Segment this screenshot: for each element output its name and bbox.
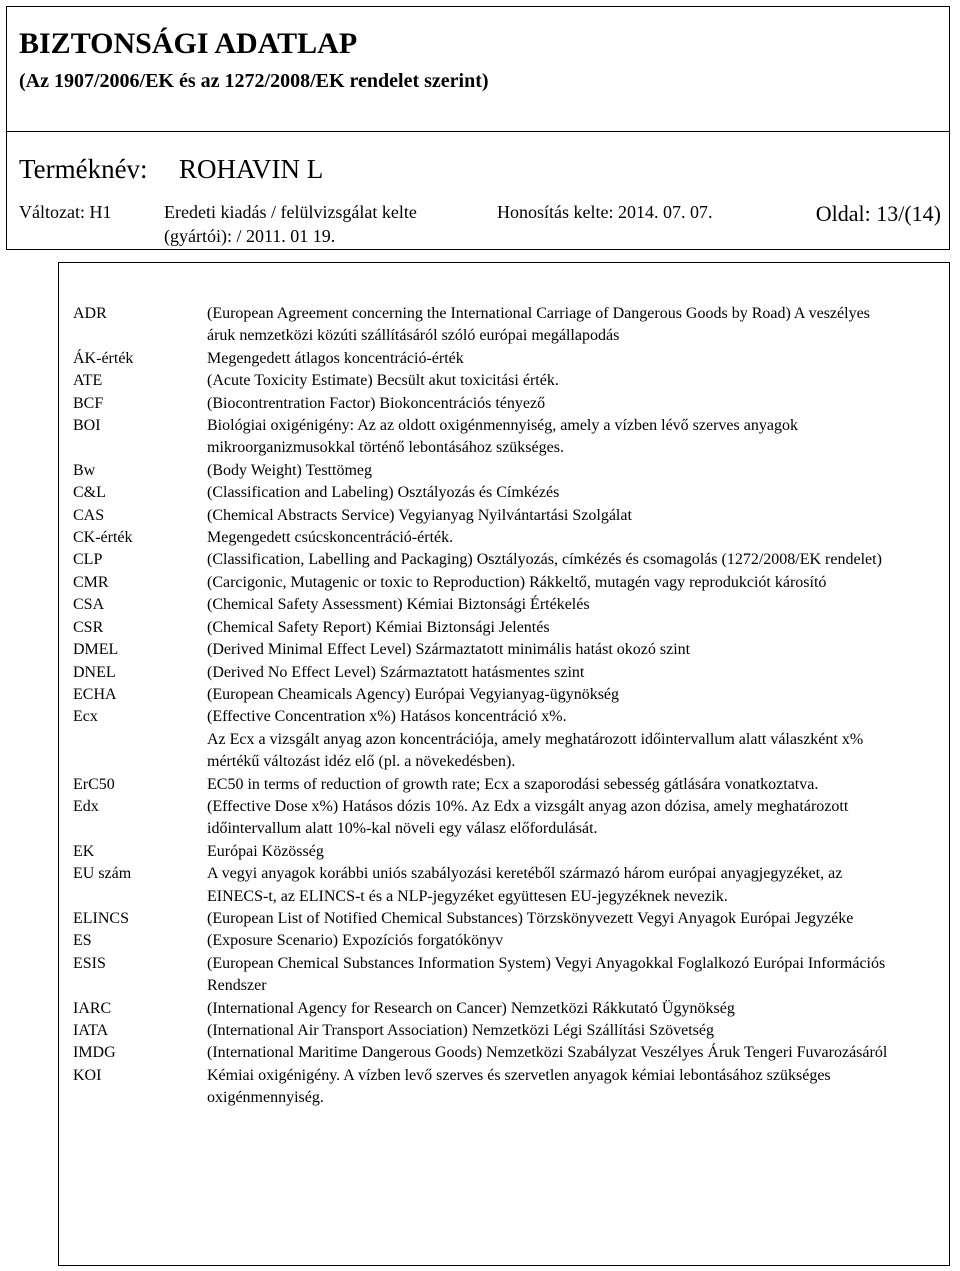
original-issue-date: Eredeti kiadás / felülvizsgálat kelte (164, 202, 417, 222)
glossary-definition (207, 393, 893, 415)
glossary-definition-text: (Derived No Effect Level) Származtatott hatásmentes szint (207, 663, 585, 681)
glossary-definition-text: Európai Közösség (207, 842, 324, 860)
glossary-definition (207, 796, 893, 841)
glossary-entry (59, 348, 949, 370)
glossary-definition-text: Megengedett átlagos koncentráció-érték (207, 349, 464, 367)
glossary-definition-text: (Derived Minimal Effect Level) Származtatott minimális hatást okozó szint (207, 641, 691, 659)
original-issue-date-line2: (gyártói): / 2011. 01 19. (164, 226, 336, 246)
glossary-entry (59, 930, 949, 952)
glossary-entry (59, 774, 949, 796)
glossary-abbreviation: IARC (73, 999, 112, 1017)
glossary-entry (59, 639, 949, 661)
document-subtitle: (Az 1907/2006/EK és az 1272/2008/EK rendelet szerint) (19, 70, 489, 92)
header-divider (7, 131, 949, 132)
glossary-definition (207, 684, 893, 706)
glossary-abbreviation: CK-érték (73, 529, 133, 547)
glossary-entry (59, 841, 949, 863)
glossary-definition (207, 1020, 893, 1042)
glossary-definition (207, 1065, 893, 1110)
glossary-entry (59, 617, 949, 639)
glossary-abbreviation: EU szám (73, 865, 132, 883)
glossary-entry (59, 505, 949, 527)
glossary-definition (207, 549, 893, 571)
glossary-entry (59, 1042, 949, 1064)
glossary-abbreviation: ESIS (73, 954, 106, 972)
document-title: BIZTONSÁGI ADATLAP (19, 27, 358, 60)
glossary-abbreviation: ADR (73, 305, 107, 322)
glossary-abbreviation: KOI (73, 1066, 102, 1084)
glossary-entry (59, 706, 949, 773)
glossary-abbreviation: EK (73, 842, 95, 860)
glossary-definition-text: (Effective Concentration x%) Hatásos koncentráció x%. (207, 708, 567, 726)
glossary-definition-text: (Chemical Safety Report) Kémiai Biztonsági Jelentés (207, 618, 550, 636)
glossary-entry (59, 572, 949, 594)
glossary-definition (207, 998, 893, 1020)
glossary-definition-text: (Body Weight) Testtömeg (207, 461, 372, 479)
glossary-abbreviation: CLP (73, 551, 103, 569)
glossary-definition-text: (European Cheamicals Agency) Európai Vegyianyag-ügynökség (207, 685, 620, 703)
glossary-definition-text: (Acute Toxicity Estimate) Becsült akut toxicitási érték. (207, 372, 559, 390)
glossary-definition-text: Biológiai oxigénigény: Az az oldott oxigénmennyiség, amely a vízben lévő szerves anyagok mikroorganizmusokkal történő lebontásához szükséges. (207, 417, 798, 457)
glossary-abbreviation: ELINCS (73, 909, 129, 927)
glossary-abbreviation: CSA (73, 596, 105, 614)
glossary-abbreviation: IATA (73, 1022, 109, 1039)
glossary-definition-text: (Chemical Safety Assessment) Kémiai Biztonsági Értékelés (207, 596, 590, 614)
glossary-entry (59, 662, 949, 684)
glossary-definition-text: A vegyi anyagok korábbi uniós szabályozási keretéből származó három európai anyagjegyzéket, az EINECS-t, az ELINCS-t és a NLP-jegyzéket együttesen EU-jegyzéknek nevezik. (207, 865, 843, 905)
glossary-abbreviation: ECHA (73, 685, 117, 703)
glossary-entry (59, 460, 949, 482)
product-name: ROHAVIN L (179, 154, 324, 184)
glossary-definition (207, 460, 893, 482)
glossary-entry (59, 1020, 949, 1042)
localization-date: Honosítás kelte: 2014. 07. 07. (497, 202, 713, 222)
glossary-abbreviation: IMDG (73, 1044, 116, 1062)
glossary-abbreviation: ES (73, 932, 92, 950)
glossary-abbreviation: DNEL (73, 663, 116, 681)
glossary-entry (59, 863, 949, 908)
glossary-definition-text: Megengedett csúcskoncentráció-érték. (207, 529, 454, 547)
glossary-entry (59, 684, 949, 706)
glossary-entry (59, 908, 949, 930)
glossary-definition (207, 908, 893, 930)
page-number: Oldal: 13/(14) (815, 201, 941, 226)
glossary-entry (59, 1065, 949, 1110)
glossary-definition-text: (Classification, Labelling and Packaging) Osztályozás, címkézés és csomagolás (1272/2008/EK rendelet) (207, 551, 882, 569)
glossary-definition (207, 527, 893, 549)
glossary-definition-text: (Classification and Labeling) Osztályozás és Címkézés (207, 484, 560, 502)
glossary-abbreviation: CSR (73, 618, 104, 636)
glossary-definition-text: EC50 in terms of reduction of growth rate; Ecx a szaporodási sebesség gátlására vonatkoztatva. (207, 775, 819, 793)
glossary-entry (59, 549, 949, 571)
glossary-abbreviation: Bw (73, 461, 96, 479)
glossary-definition-text: (European List of Notified Chemical Substances) Törzskönyvezett Vegyi Anyagok Európai Jegyzéke (207, 909, 854, 927)
glossary-entry (59, 796, 949, 841)
glossary-definition (207, 415, 893, 460)
glossary-list (59, 303, 949, 1110)
product-name-label: Terméknév: (19, 154, 148, 184)
glossary-abbreviation: BOI (73, 417, 101, 435)
glossary-definition-text: (Effective Dose x%) Hatásos dózis 10%. Az Edx a vizsgált anyag azon dózisa, amely meghatározott időintervallum alatt 10%-kal növeli egy válasz előfordulását. (207, 797, 849, 838)
glossary-definition (207, 841, 893, 863)
glossary-entry (59, 998, 949, 1020)
glossary-definition-text: (International Air Transport Association) Nemzetközi Légi Szállítási Szövetség (207, 1022, 715, 1039)
glossary-entry (59, 527, 949, 549)
glossary-definition-text: (European Agreement concerning the International Carriage of Dangerous Goods by Road) A veszélyes áruk nemzetközi közúti szállításáról szóló európai megállapodás (207, 305, 870, 345)
glossary-definition-text: (International Agency for Research on Cancer) Nemzetközi Rákkutató Ügynökség (207, 999, 735, 1017)
glossary-abbreviation: DMEL (73, 641, 119, 659)
glossary-definition (207, 572, 893, 594)
glossary-definition (207, 863, 893, 908)
glossary-definition (207, 370, 893, 392)
glossary-abbreviation: CMR (73, 573, 109, 591)
document-header (6, 6, 950, 250)
glossary-definition (207, 953, 893, 998)
glossary-entry (59, 303, 949, 348)
glossary-definition (207, 505, 893, 527)
glossary-definition-text: (Chemical Abstracts Service) Vegyianyag Nyilvántartási Szolgálat (207, 506, 632, 524)
glossary-abbreviation: ÁK-érték (73, 349, 134, 367)
glossary-abbreviation: ATE (73, 372, 103, 390)
glossary-definition (207, 617, 893, 639)
glossary-definition (207, 303, 893, 348)
glossary-definition (207, 482, 893, 504)
glossary-abbreviation: ErC50 (73, 775, 115, 793)
glossary-abbreviation: Ecx (73, 708, 98, 726)
glossary-entry (59, 482, 949, 504)
glossary-definition (207, 639, 893, 661)
glossary-entry (59, 953, 949, 998)
glossary-definition (207, 774, 893, 796)
glossary-definition (207, 706, 893, 773)
glossary-abbreviation: CAS (73, 506, 105, 524)
glossary-abbreviation: BCF (73, 394, 104, 412)
glossary-definition (207, 348, 893, 370)
version-label: Változat: H1 (19, 202, 112, 222)
glossary-entry (59, 594, 949, 616)
glossary-entry (59, 393, 949, 415)
glossary-section (58, 262, 950, 1266)
glossary-definition (207, 594, 893, 616)
glossary-definition (207, 662, 893, 684)
glossary-definition (207, 930, 893, 952)
glossary-entry (59, 415, 949, 460)
glossary-definition-text: (Carcigonic, Mutagenic or toxic to Reproduction) Rákkeltő, mutagén vagy reprodukciót károsító (207, 573, 827, 591)
glossary-abbreviation: C&L (73, 484, 106, 502)
glossary-definition-text: Kémiai oxigénigény. A vízben levő szerves és szervetlen anyagok kémiai lebontásához szükséges oxigénmennyiség. (207, 1066, 831, 1107)
glossary-abbreviation: Edx (73, 797, 99, 815)
glossary-definition-text: Az Ecx a vizsgált anyag azon koncentrációja, amely meghatározott időintervallum alatt válaszként x% mértékű változást idéz elő (pl. a növekedésben). (207, 730, 864, 771)
glossary-definition-text: (International Maritime Dangerous Goods) Nemzetközi Szabályzat Veszélyes Áruk Tengeri Fuvarozásáról (207, 1044, 888, 1062)
glossary-definition-text: (European Chemical Substances Information System) Vegyi Anyagokkal Foglalkozó Európai Információs Rendszer (207, 954, 886, 995)
glossary-definition-text: (Exposure Scenario) Expozíciós forgatókönyv (207, 932, 504, 950)
glossary-entry (59, 370, 949, 392)
glossary-definition-text: (Biocontrentration Factor) Biokoncentrációs tényező (207, 394, 546, 412)
glossary-definition (207, 1042, 893, 1064)
